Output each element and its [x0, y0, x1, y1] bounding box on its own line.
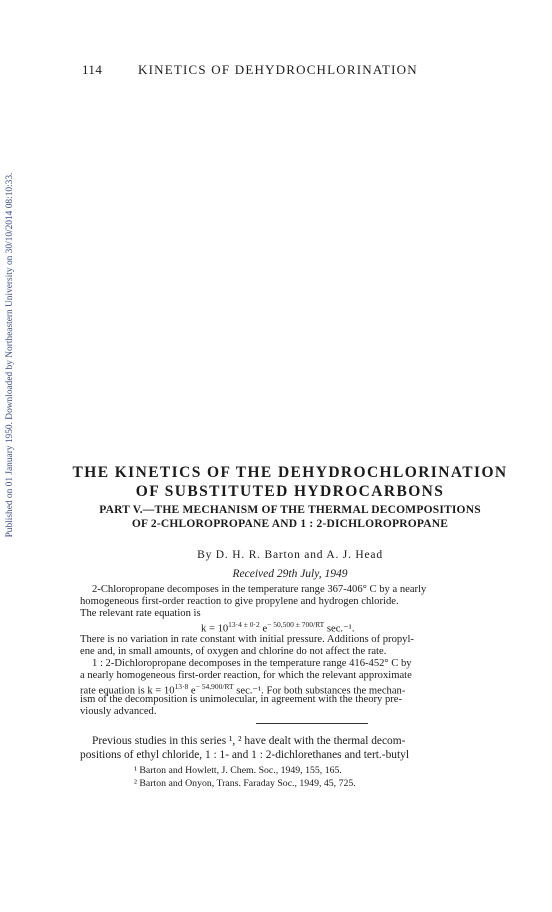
page-number: 114 [82, 62, 103, 77]
abstract-line: ene and, in small amounts, of oxygen and chlorine do not affect the rate. [80, 646, 387, 657]
abstract-line: ism of the decomposition is unimolecular, in agreement with the theory pre- [80, 694, 403, 705]
rate-equation-1 [201, 620, 354, 635]
eq1-e-exponent: − 50,500 ± 700/RT [267, 620, 325, 629]
received-date: Received 29th July, 1949 [232, 568, 348, 580]
eq1-units: sec.⁻¹. [324, 623, 355, 635]
abstract-line: The relevant rate equation is [80, 608, 201, 619]
running-title: KINETICS OF DEHYDROCHLORINATION [138, 62, 418, 77]
eq1-e: e [259, 623, 268, 635]
abstract-line: viously advanced. [80, 706, 157, 717]
eq2-exponent: 13·8 [174, 682, 189, 691]
abstract-line: a nearly homogeneous first-order reaction, for which the relevant approximate [80, 670, 412, 681]
eq2-e: e [188, 685, 196, 697]
download-watermark [3, 131, 17, 579]
abstract-line: There is no variation in rate constant with initial pressure. Additions of propyl- [80, 634, 414, 645]
eq1-base: k = 10 [201, 623, 229, 635]
eq2-prefix: rate equation is k = 10 [80, 685, 175, 697]
section-divider [256, 723, 368, 724]
part-title-line-2: OF 2-CHLOROPROPANE AND 1 : 2-DICHLOROPROPANE [131, 518, 449, 530]
part-title-line-1: PART V.—THE MECHANISM OF THE THERMAL DECOMPOSITIONS [99, 504, 481, 516]
eq1-exponent: 13·4 ± 0·2 [228, 620, 260, 629]
body-line: Previous studies in this series ¹, ² have dealt with the thermal decom- [92, 735, 406, 747]
article-title-line-2: OF SUBSTITUTED HYDROCARBONS [135, 483, 445, 500]
footnote-1: ¹ Barton and Howlett, J. Chem. Soc., 1949, 155, 165. [134, 765, 342, 776]
abstract-line: 1 : 2-Dichloropropane decomposes in the temperature range 416-452° C by [92, 658, 412, 669]
eq2-e-exponent: − 54,900/RT [195, 682, 234, 691]
authors: By D. H. R. Barton and A. J. Head [197, 549, 383, 561]
eq2-suffix: sec.⁻¹. For both substances the mechan- [233, 685, 406, 697]
article-title-line-1: THE KINETICS OF THE DEHYDROCHLORINATION [72, 464, 508, 481]
abstract-line: 2-Chloropropane decomposes in the temperature range 367-406° C by a nearly [92, 584, 427, 595]
footnote-2: ² Barton and Onyon, Trans. Faraday Soc., 1949, 45, 725. [134, 778, 356, 789]
abstract-line: homogeneous first-order reaction to give propylene and hydrogen chloride. [80, 596, 399, 607]
body-line: positions of ethyl chloride, 1 : 1- and 1 : 2-dichlorethanes and tert.-butyl [80, 749, 409, 761]
download-watermark-text: Published on 01 January 1950. Downloaded by Northeastern University on 30/10/2014 08:10:33. [5, 172, 15, 538]
